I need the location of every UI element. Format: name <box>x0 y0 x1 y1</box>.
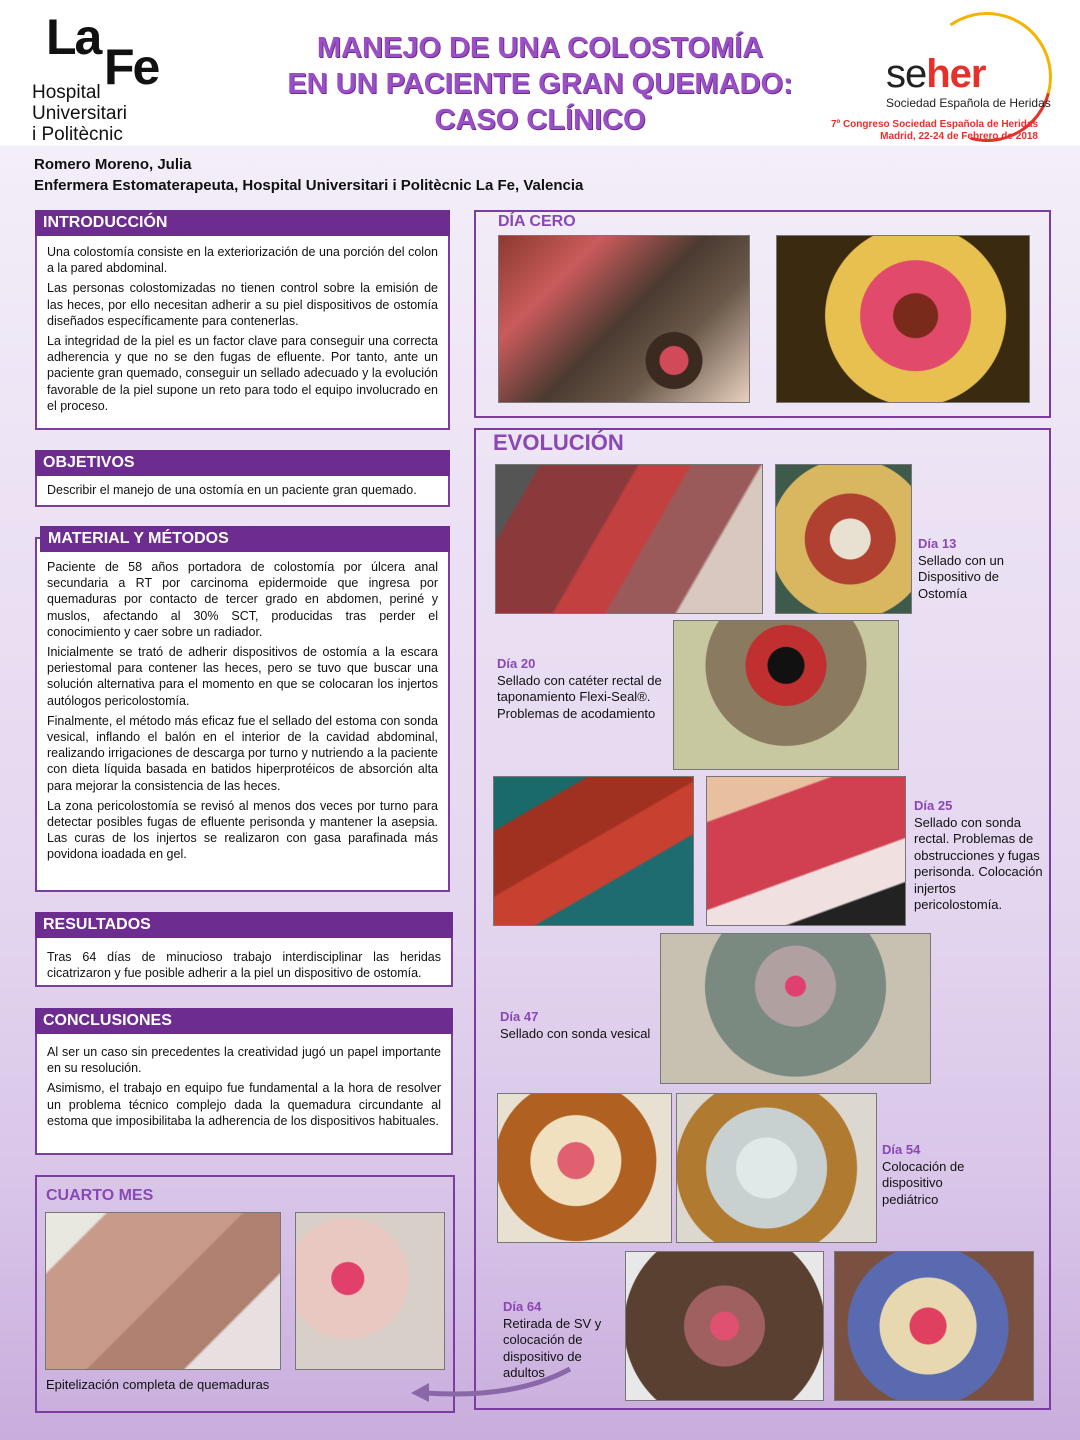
dia-13-caption <box>918 536 1046 602</box>
title-line-2: EN UN PACIENTE GRAN QUEMADO: <box>287 68 793 100</box>
title-line-1: MANEJO DE UNA COLOSTOMÍA <box>316 32 764 64</box>
material-paragraph-1: Paciente de 58 años portadora de colostomía por úlcera anal secundaria a RT por carcinoma epidermoide que ingresa por quemaduras por contacto de tercer grado en abdomen, periné y muslos, afectando al 30% SCT, producidas tras perder el conocimiento y caer sobre un radiador. <box>47 560 438 639</box>
intro-paragraph-1: Una colostomía consiste en la exteriorización de una porción del colon a la pared abdominal. <box>47 245 438 276</box>
conclusiones-paragraph-2: Asimismo, el trabajo en equipo fue fundamental a la hora de resolver un problema técnico complejo dada la quemadura circundante al estoma que imposibilitaba la adherencia de los dispositivos habituales. <box>47 1081 441 1128</box>
dia-64-label: Día 64 <box>503 1299 542 1314</box>
curved-arrow-icon <box>405 1365 575 1405</box>
seher-wordmark <box>886 52 986 97</box>
author-name: Romero Moreno, Julia <box>34 156 192 173</box>
dia-20-label: Día 20 <box>497 656 536 671</box>
cuarto-mes-photo-stoma <box>295 1212 445 1370</box>
title-line-3: CASO CLÍNICO <box>434 104 646 136</box>
congress-line-1: 7º Congreso Sociedad Española de Heridas <box>830 119 1038 130</box>
dia-13-label: Día 13 <box>918 536 957 551</box>
introduccion-body <box>35 220 450 430</box>
dia-54-photo-device <box>676 1093 877 1243</box>
resultados-text: Tras 64 días de minucioso trabajo interdisciplinar las heridas cicatrizaron y fue posible adherir a la piel un dispositivo de ostomía. <box>47 950 441 981</box>
logo-line-2: Universitari <box>32 103 128 124</box>
material-body <box>35 537 450 892</box>
dia-20-caption <box>497 656 677 722</box>
dia-47-photo <box>660 933 931 1084</box>
dia-25-photo-graft <box>706 776 906 926</box>
logo-fe-text: Fe <box>104 39 159 95</box>
cuarto-mes-title: CUARTO MES <box>46 1187 154 1204</box>
intro-paragraph-3: La integridad de la piel es un factor clave para conseguir una correcta adherencia y que no se den fugas de efluente. Por tanto, ante un paciente gran quemado, conseguir un sellado adecuado y la evolución favorable de la piel supone un reto para todo el equipo involucrado en el proceso. <box>47 334 438 413</box>
dia-25-photo-surgery <box>493 776 694 926</box>
dia-54-caption <box>882 1142 1002 1208</box>
author-affiliation: Enfermera Estomaterapeuta, Hospital Universitari i Politècnic La Fe, Valencia <box>34 177 584 194</box>
dia-47-label: Día 47 <box>500 1009 539 1024</box>
congress-info <box>800 119 1038 143</box>
dia-13-photo-device <box>775 464 912 614</box>
seher-her: her <box>926 52 986 96</box>
congress-line-2: Madrid, 22-24 de Febrero de 2018 <box>880 131 1038 142</box>
intro-paragraph-2: Las personas colostomizadas no tienen control sobre la emisión de las heces, por ello necesitan adherir a su piel dispositivos de ostomía diseñados específicamente para contenerlas. <box>47 281 438 328</box>
dia-25-caption <box>914 798 1044 914</box>
logo-la-text: La <box>46 9 101 65</box>
dia-25-text: Sellado con sonda rectal. Problemas de obstrucciones y fugas perisonda. Colocación injertos pericolostomía. <box>914 814 1043 912</box>
seher-name: Sociedad Española de Heridas <box>886 96 1051 110</box>
dia-20-photo <box>673 620 899 770</box>
dia-25-label: Día 25 <box>914 798 953 813</box>
material-paragraph-4: La zona pericolostomía se revisó al menos dos veces por turno para detectar posibles fugas de efluente perisonda y mantener la asepsia. Las curas de los injertos se realizaron con gasa parafinada más povidona ioadada en gel. <box>47 798 438 862</box>
dia-cero-photo-body <box>498 235 750 403</box>
conclusiones-paragraph-1: Al ser un caso sin precedentes la creatividad jugó un papel importante en su resolución. <box>47 1045 441 1076</box>
material-title: MATERIAL Y MÉTODOS <box>40 526 450 552</box>
logo-line-3: i Politècnic <box>32 124 123 145</box>
evolucion-title: EVOLUCIÓN <box>493 430 624 455</box>
logo-hospital-text <box>32 82 127 145</box>
dia-54-text: Colocación de dispositivo pediátrico <box>882 1158 965 1207</box>
dia-64-text: Retirada de SV y colocación de dispositivo de adultos <box>503 1315 602 1380</box>
dia-47-text: Sellado con sonda vesical <box>500 1025 651 1041</box>
material-paragraph-2: Inicialmente se trató de adherir dispositivos de ostomía a la escara periestomal para contener las heces, pero se tuvo que buscar una solución alternativa para el momento en que se colocaran los injertos autólogos pericolostomía. <box>47 645 438 708</box>
dia-13-text: Sellado con un Dispositivo de Ostomía <box>918 552 1005 601</box>
dia-54-photo-stoma <box>497 1093 672 1243</box>
dia-64-photo-device <box>834 1251 1034 1401</box>
dia-cero-title: DÍA CERO <box>498 213 576 230</box>
dia-20-text: Sellado con catéter rectal de taponamiento Flexi-Seal®. Problemas de acodamiento <box>497 672 662 721</box>
seher-logo <box>830 12 1070 147</box>
conclusiones-body <box>35 1020 453 1155</box>
author-block <box>34 154 583 196</box>
dia-13-photo-abdomen <box>495 464 763 614</box>
dia-47-caption <box>500 1009 660 1042</box>
logo-line-1: Hospital <box>32 82 101 103</box>
poster-title <box>250 30 830 138</box>
cuarto-mes-photo-abdomen <box>45 1212 281 1370</box>
dia-cero-photo-stoma <box>776 235 1030 403</box>
dia-64-photo-stoma <box>625 1251 824 1401</box>
objetivos-title: OBJETIVOS <box>35 450 450 476</box>
resultados-title: RESULTADOS <box>35 912 453 938</box>
cuarto-mes-caption: Epitelización completa de quemaduras <box>46 1377 270 1392</box>
seher-se: se <box>886 52 927 96</box>
dia-54-label: Día 54 <box>882 1142 921 1157</box>
objetivos-text: Describir el manejo de una ostomía en un paciente gran quemado. <box>47 483 417 497</box>
introduccion-title: INTRODUCCIÓN <box>35 210 450 236</box>
material-paragraph-3: Finalmente, el método más eficaz fue el sellado del estoma con sonda vesical, inflando el balón en el interior de la cavidad abdominal, realizando irrigaciones de descarga por turno y nutriendo a la paciente con dieta líquida basada en batidos hiperprotéicos de absorción alta para mejorar la consistencia de las heces. <box>47 713 438 793</box>
conclusiones-title: CONCLUSIONES <box>35 1008 453 1034</box>
la-fe-logo <box>32 9 182 145</box>
